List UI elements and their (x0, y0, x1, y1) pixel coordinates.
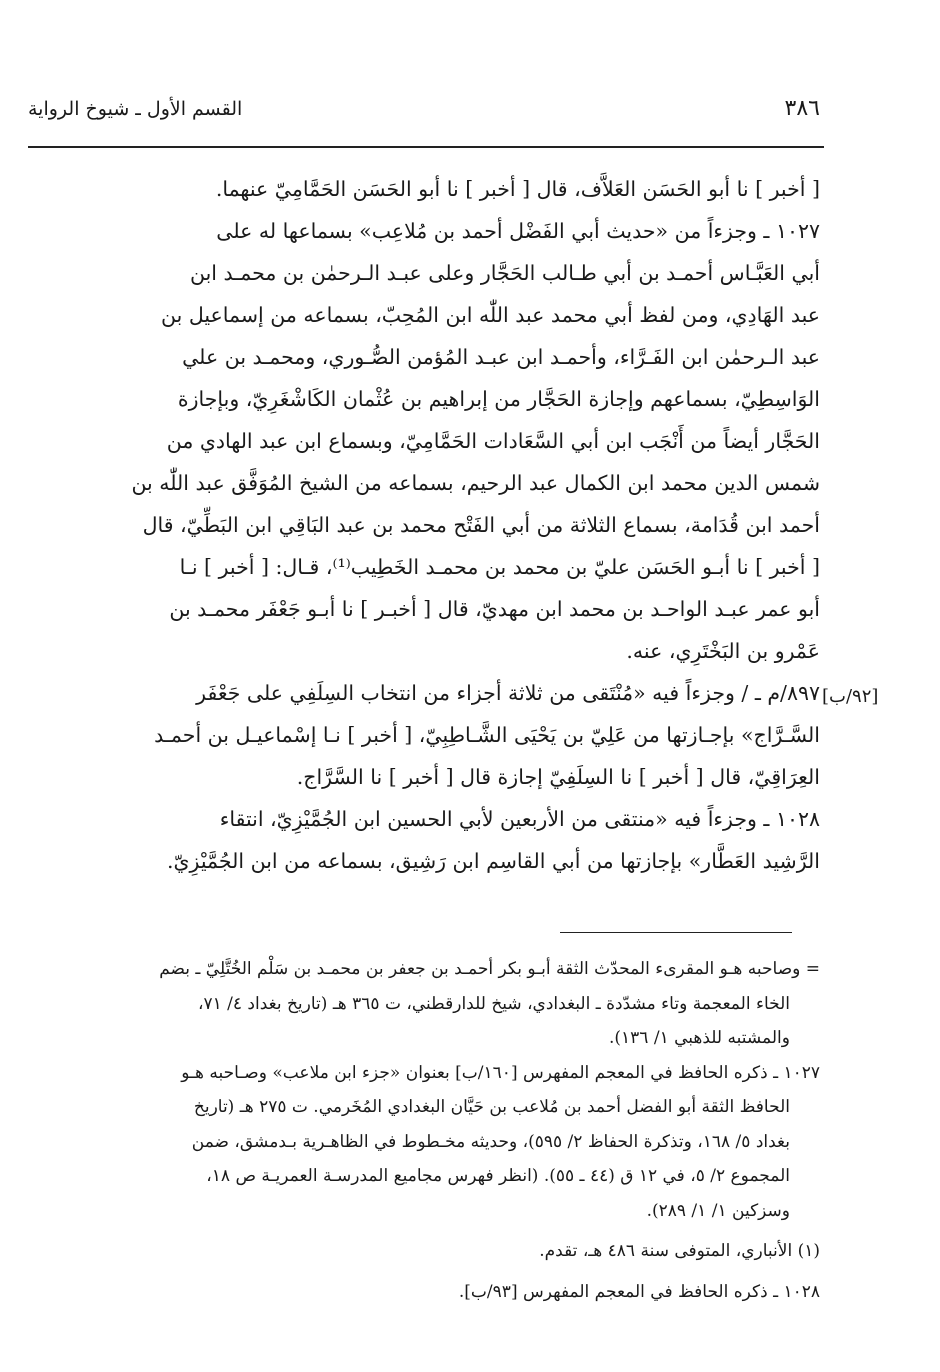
text-line: ١٠٢٧ ـ وجزءاً من «حديث أبي الفَضْل أحمد بن مُلاعِب» بسماعها له على (216, 219, 820, 243)
page-number: ٣٨٦ (784, 96, 820, 121)
footnote-line: ١٠٢٧ ـ ذكره الحافظ في المعجم المفهرس [١٦٠/ب] بعنوان «جزء ابن ملاعب» وصـاحبه هـو (181, 1062, 820, 1083)
text-line: ٨٩٧/م ـ / وجزءاً فيه «مُنْتَقى من ثلاثة أجزاء من انتخاب السِلَفِي على جَعْفَر (196, 681, 820, 705)
text-line: [ أخبر ] نا أبو الحَسَن العَلاَّف، قال [ أخبر ] نا أبو الحَسَن الحَمَّامِيّ عنهما. (215, 177, 820, 201)
running-title: القسم الأول ـ شيوخ الرواية (28, 98, 243, 120)
text-line: أبو عمر عبـد الواحـد بن محمد ابن مهديّ، قال [ أخبـر ] نا أبـو جَعْفَر محمـد بن (169, 597, 820, 621)
footnote-separator (560, 932, 792, 933)
text-line: عبد الـرحمٰن ابن الفَـرَّاء، وأحمـد ابن عبـد المُؤمن الصُّـوري، ومحمـد بن علي (182, 345, 820, 369)
text-line: الوَاسِطِيّ، بسماعهم وإجازة الحَجَّار من إبراهيم بن عُثْمان الكَاشْغَرِيّ، وبإجازة (177, 387, 820, 411)
text-line: العِرَاقِيّ، قال [ أخبر ] نا السِلَفِيّ إجازة قال [ أخبر ] نا السَّرَّاج. (296, 765, 820, 789)
text-line: الرَّشِيد العَطَّار» بإجازتها من أبي القاسِم ابن رَشِيق، بسماعه من ابن الجُمَّيْزِيّ. (167, 849, 820, 873)
footnote-line: الحافظ الثقة أبو الفضل أحمد بن مُلاعب بن حَيَّان البغدادي المُخَرمي. ت ٢٧٥ هـ (تاريخ (193, 1097, 790, 1117)
text-line: [ أخبر ] نا أبـو الحَسَن عليّ بن محمد بن محمـد الخَطِيب⁽¹⁾، قـال: [ أخبر ] نـا (179, 555, 820, 579)
footnote-line: المجموع ٢/ ٥، في ١٢ ق (٤٤ ـ ٥٥). (انظر فهرس مجاميع المدرسـة العمريـة ص ١٨، (206, 1166, 790, 1186)
footnote-line: والمشتبه للذهبي ١/ ١٣٦). (608, 1028, 790, 1048)
text-line: السَّـرَّاج» بإجـازتها من عَلِيّ بن يَحْيَى الشَّـاطِبِيّ، [ أخبر ] نـا إسْماعيـل بن أحمـد (154, 723, 820, 747)
footnote-line: (١) الأنباري، المتوفى سنة ٤٨٦ هـ، تقدم. (539, 1241, 820, 1261)
footnote-line: = وصاحبه هـو المقرىء المحدّث الثقة أبـو بكر أحمـد بن جعفر بن محمـد بن سَلْم الخُتَّلِيّ ـ بضم (159, 959, 820, 979)
main-text (28, 168, 820, 882)
page-header (28, 92, 820, 132)
footnotes (28, 952, 820, 1309)
text-line: ١٠٢٨ ـ وجزءاً فيه «منتقى من الأربعين لأبي الحسين ابن الجُمَّيْزِيّ، انتقاء (219, 807, 820, 831)
text-line: أحمد ابن قُدَامة، بسماع الثلاثة من أبي الفَتْح محمد بن عبد البَاقِي ابن البَطِّيّ، قال (142, 513, 820, 537)
footnote-line: وسزكين ١/ ١/ ٢٨٩). (646, 1200, 790, 1221)
text-line: الحَجَّار أيضاً من أَنْجَب ابن أبي السَّعَادات الحَمَّامِيّ، وبسماع ابن عبد الهادي من (166, 429, 820, 453)
footnote-line: الخاء المعجمة وتاء مشدّدة ـ البغدادي، شيخ للدارقطني، ت ٣٦٥ هـ (تاريخ بغداد ٤/ ٧١، (197, 993, 790, 1014)
header-rule (28, 146, 824, 148)
text-line: عَمْرو بن البَخْتَرِي، عنه. (626, 639, 820, 663)
text-line: شمس الدين محمد ابن الكمال عبد الرحيم، بسماعه من الشيخ المُوَفَّق عبد اللّٰه بن (131, 471, 820, 495)
text-line: عبد الهَادِي، ومن لفظ أبي محمد عبد اللّٰه ابن المُحِبّ، بسماعه من إسماعيل بن (161, 303, 820, 327)
margin-folio-note: [٩٢/ب] (822, 686, 879, 707)
footnote-line: بغداد ٥/ ١٦٨، وتذكرة الحفاظ ٢/ ٥٩٥)، وحديثه مخـطوط في الظاهـرية بـدمشق، ضمن (191, 1131, 790, 1152)
footnote-line: ١٠٢٨ ـ ذكره الحافظ في المعجم المفهرس [٩٣/ب]. (458, 1281, 820, 1302)
text-line: أبي العَبَّـاس أحمـد بن أبي طـالب الحَجَّار وعلى عبـد الـرحمٰن بن محمـد ابن (190, 261, 820, 285)
